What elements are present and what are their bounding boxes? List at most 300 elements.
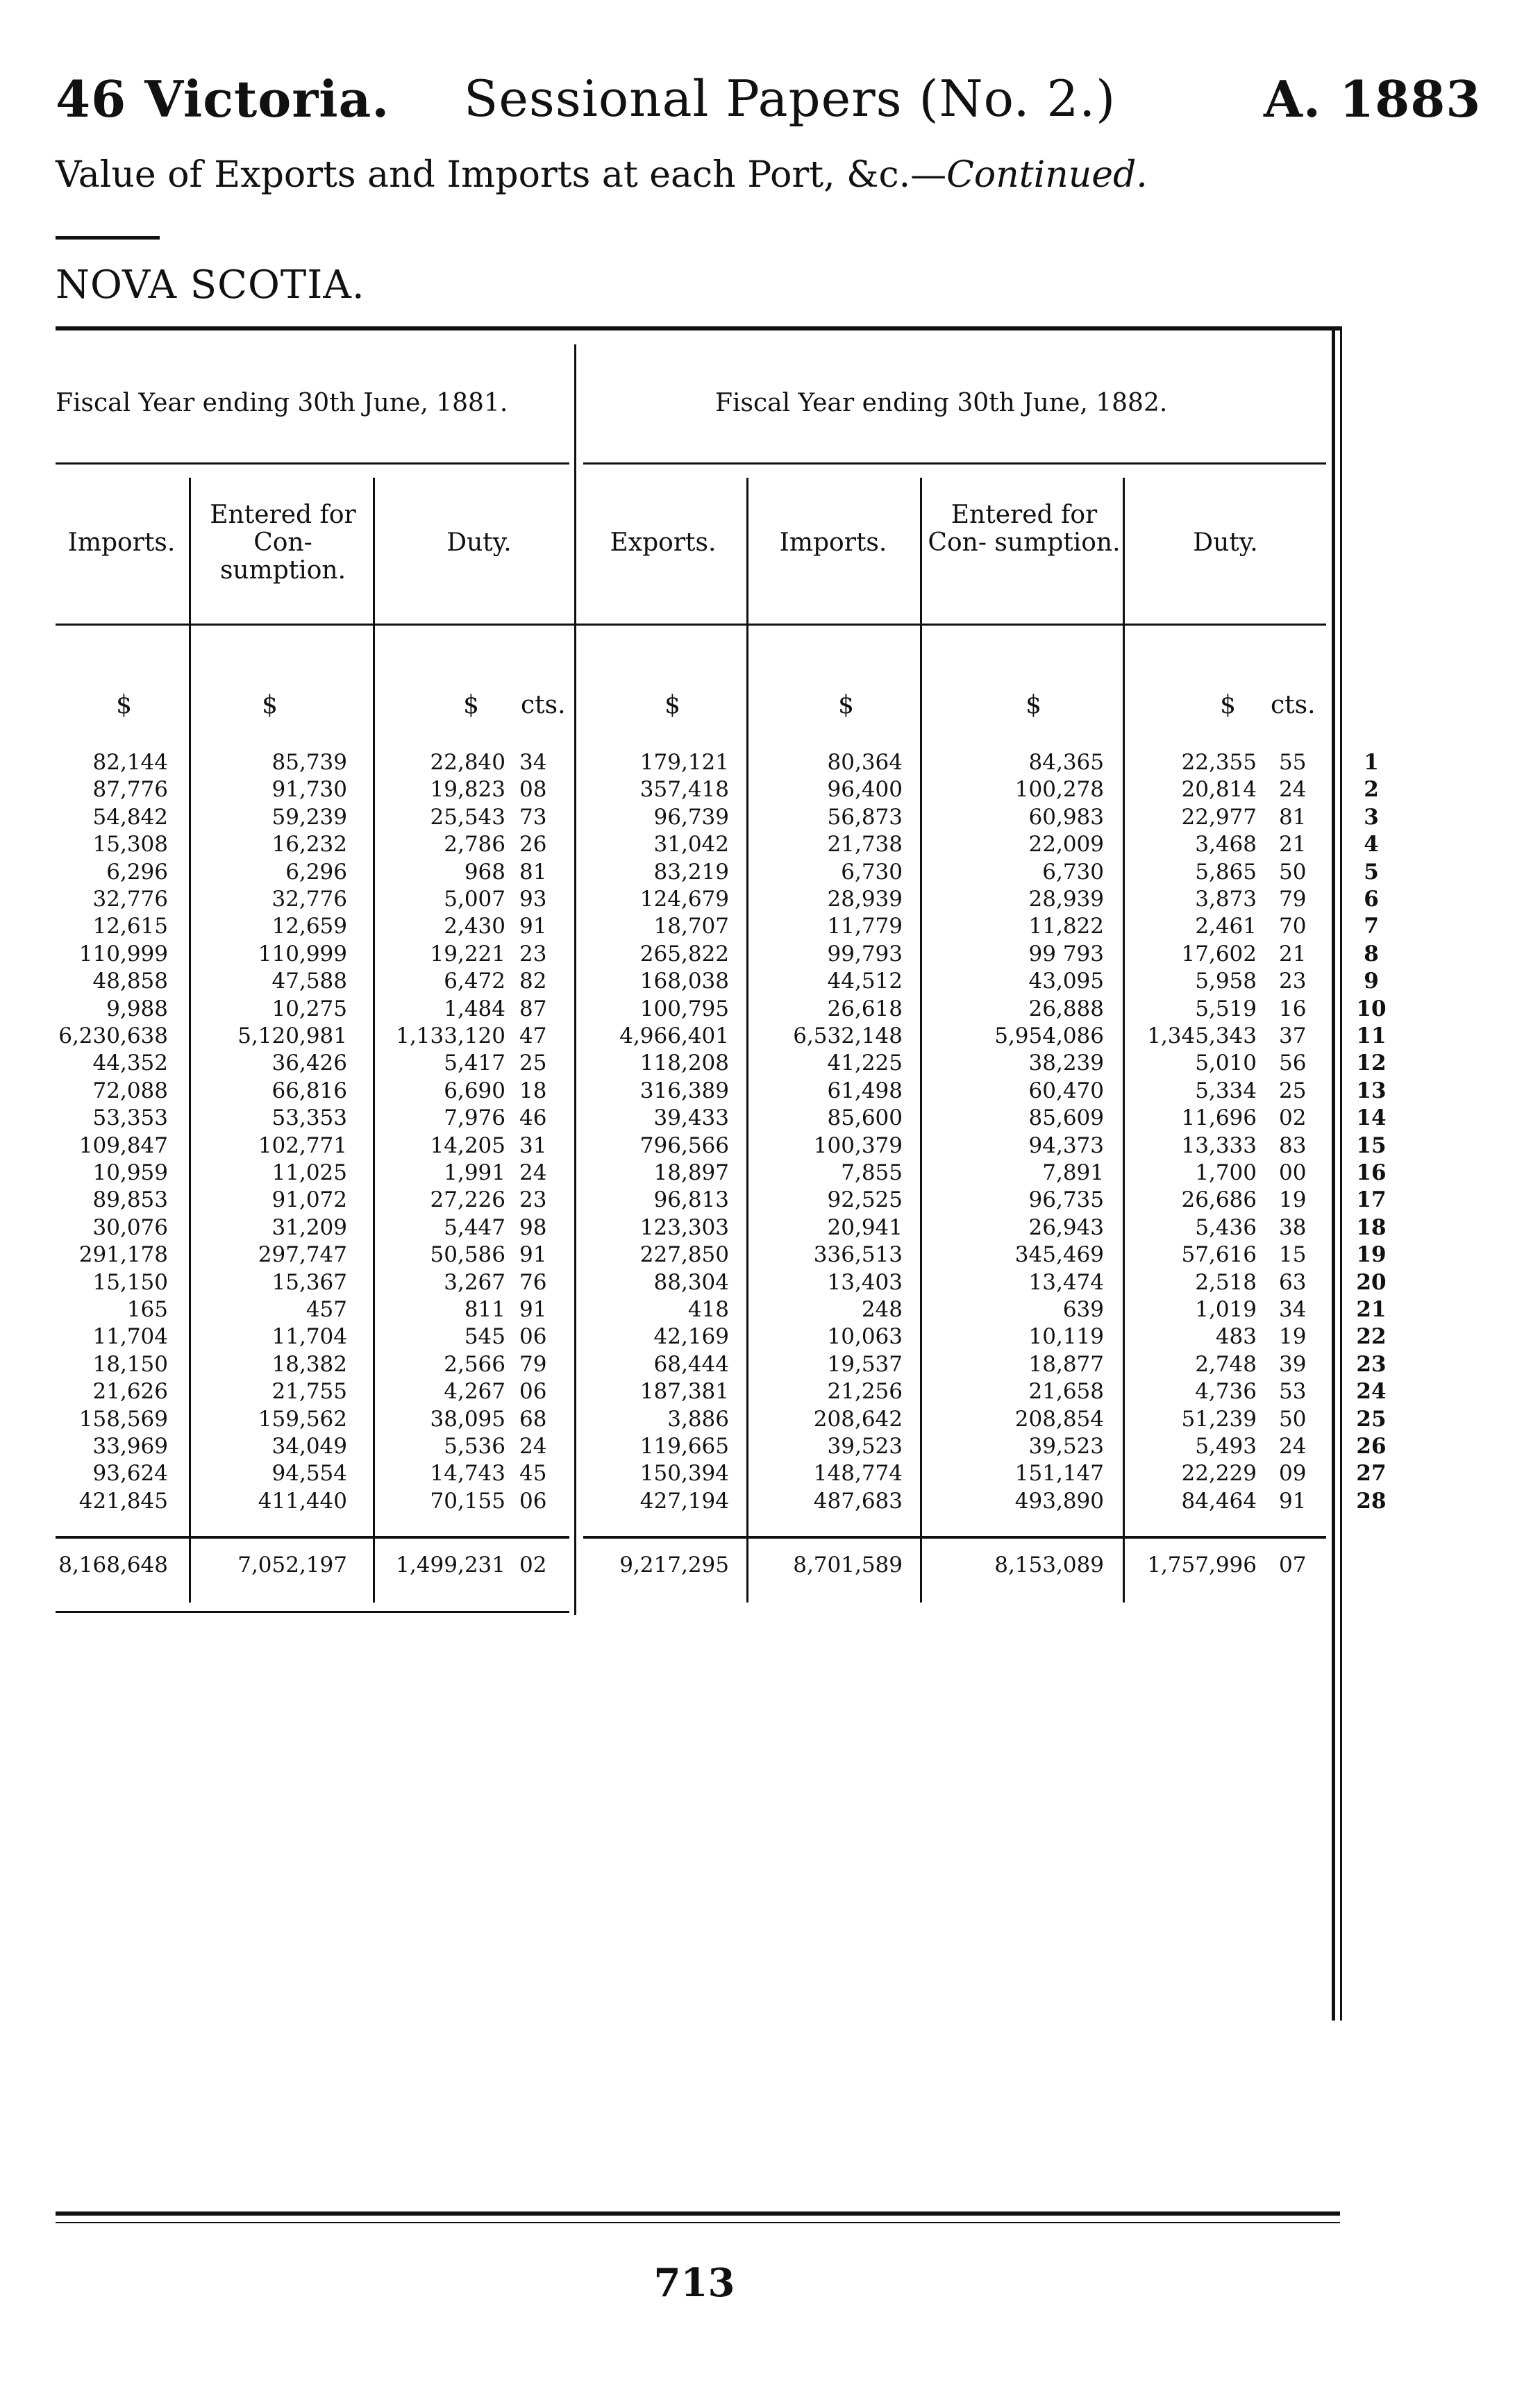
- cell-imports-1881: 110,999: [78, 941, 168, 967]
- cell-entered-1882: 26,888: [1028, 996, 1104, 1021]
- cell-entered-1882: 28,939: [1028, 887, 1104, 912]
- header-session: 46 Victoria.: [56, 69, 390, 128]
- cell-exports-1882: 83,219: [653, 859, 729, 885]
- cell-entered-1882: 38,239: [1028, 1051, 1104, 1076]
- cell-entered-1881: 11,025: [271, 1160, 347, 1185]
- cell-duty-1882: 22,229: [1181, 1461, 1257, 1487]
- cell-duty-1882: 1,700: [1195, 1160, 1257, 1185]
- cell-entered-1881: 6,296: [285, 859, 347, 885]
- unit-cents-duty-1882: cts.: [1271, 691, 1316, 719]
- cell-duty-1882: 1,345,343: [1147, 1023, 1257, 1048]
- cell-imports-1881: 89,853: [92, 1187, 168, 1213]
- cell-duty-1882: 51,239: [1181, 1406, 1257, 1432]
- unit-dollar-duty-1882: $: [1220, 691, 1236, 719]
- cell-entered-1881: 36,426: [271, 1051, 347, 1076]
- col-header-imports-1882: Imports.: [779, 528, 887, 557]
- cell-duty-cents-1881: 25: [519, 1051, 547, 1076]
- cell-duty-cents-1882: 23: [1279, 969, 1307, 994]
- cell-imports-1881: 421,845: [78, 1488, 168, 1514]
- cell-duty-cents-1882: 55: [1279, 750, 1307, 775]
- cell-exports-1882: 96,739: [653, 804, 729, 830]
- cell-duty-cents-1881: 91: [519, 1297, 547, 1322]
- cell-exports-1882: 119,665: [639, 1434, 729, 1459]
- cell-entered-1881: 18,382: [271, 1351, 347, 1377]
- cell-imports-1881: 165: [126, 1297, 168, 1322]
- cell-entered-1881: 457: [306, 1297, 347, 1322]
- cell-imports-1881: 93,624: [92, 1461, 168, 1487]
- cell-exports-1882: 316,389: [639, 1078, 729, 1103]
- cell-duty-cents-1881: 47: [519, 1023, 547, 1048]
- cell-duty-1882: 5,519: [1195, 996, 1257, 1021]
- cell-duty-cents-1881: 23: [519, 1187, 547, 1213]
- cell-entered-1881: 59,239: [271, 804, 347, 830]
- row-number: 2: [1364, 777, 1379, 803]
- cell-duty-cents-1882: 56: [1279, 1051, 1307, 1076]
- row-number: 18: [1356, 1214, 1387, 1240]
- cell-duty-cents-1882: 00: [1279, 1160, 1307, 1185]
- cell-entered-1882: 18,877: [1028, 1351, 1104, 1377]
- cell-duty-cents-1882: 21: [1279, 941, 1307, 967]
- row-number: 12: [1356, 1051, 1387, 1076]
- col-sep-5: [1123, 478, 1125, 1603]
- header-year: A. 1883: [1264, 69, 1482, 128]
- row-number: 13: [1356, 1078, 1387, 1103]
- cell-imports-1881: 12,615: [92, 914, 168, 939]
- cell-entered-1882: 7,891: [1042, 1160, 1104, 1185]
- cell-duty-cents-1881: 76: [519, 1269, 547, 1295]
- cell-exports-1882: 39,433: [653, 1105, 729, 1131]
- cell-entered-1881: 12,659: [271, 914, 347, 939]
- header-sessional-papers: Sessional Papers (No. 2.): [464, 69, 1116, 128]
- cell-duty-1881: 7,976: [444, 1105, 505, 1131]
- row-number: 24: [1356, 1379, 1387, 1405]
- cell-imports-1882: 99,793: [827, 941, 903, 967]
- cell-duty-1882: 5,865: [1195, 859, 1257, 885]
- cell-imports-1882: 28,939: [827, 887, 903, 912]
- cell-entered-1882: 639: [1062, 1297, 1104, 1322]
- cell-entered-1882: 6,730: [1042, 859, 1104, 885]
- cell-exports-1882: 68,444: [653, 1351, 729, 1377]
- cell-duty-cents-1882: 16: [1279, 996, 1307, 1021]
- cell-duty-cents-1882: 50: [1279, 859, 1307, 885]
- cell-exports-1882: 123,303: [639, 1214, 729, 1240]
- cell-duty-cents-1882: 63: [1279, 1269, 1307, 1295]
- cell-duty-cents-1882: 79: [1279, 887, 1307, 912]
- total-exports-1882: 9,217,295: [619, 1553, 729, 1578]
- cell-entered-1882: 151,147: [1014, 1461, 1104, 1487]
- cell-entered-1881: 159,562: [258, 1406, 347, 1432]
- cell-duty-1881: 19,823: [430, 777, 505, 803]
- total-duty-cents-1881: 02: [519, 1553, 547, 1578]
- cell-imports-1881: 44,352: [92, 1051, 168, 1076]
- unit-dollar-imports-1882: $: [838, 691, 854, 719]
- cell-duty-1882: 26,686: [1181, 1187, 1257, 1213]
- cell-duty-1882: 22,977: [1181, 804, 1257, 830]
- cell-duty-1882: 2,748: [1195, 1351, 1257, 1377]
- total-imports-1882: 8,701,589: [793, 1553, 903, 1578]
- cell-duty-cents-1882: 39: [1279, 1351, 1307, 1377]
- cell-imports-1881: 18,150: [92, 1351, 168, 1377]
- cell-duty-cents-1881: 73: [519, 804, 547, 830]
- totals-rule-1882: [583, 1536, 1326, 1539]
- cell-entered-1881: 110,999: [258, 941, 347, 967]
- cell-duty-1881: 70,155: [430, 1488, 505, 1514]
- cell-duty-cents-1882: 09: [1279, 1461, 1307, 1487]
- page-subtitle: [56, 154, 1148, 196]
- cell-imports-1881: 6,230,638: [58, 1023, 168, 1048]
- row-number: 3: [1364, 804, 1379, 830]
- cell-imports-1881: 10,959: [92, 1160, 168, 1185]
- subtitle-main: Value of Exports and Imports at each Port, &c.—: [56, 154, 947, 196]
- cell-duty-cents-1881: 87: [519, 996, 547, 1021]
- unit-cents-duty-1881: cts.: [521, 691, 566, 719]
- cell-duty-cents-1881: 31: [519, 1132, 547, 1158]
- cell-entered-1882: 60,983: [1028, 804, 1104, 830]
- cell-entered-1882: 60,470: [1028, 1078, 1104, 1103]
- unit-dollar-entered-1881: $: [262, 691, 278, 719]
- cell-exports-1882: 18,707: [653, 914, 729, 939]
- cell-exports-1882: 31,042: [653, 832, 729, 858]
- cell-imports-1882: 6,532,148: [793, 1023, 903, 1048]
- cell-duty-cents-1881: 46: [519, 1105, 547, 1131]
- cell-duty-cents-1881: 06: [519, 1379, 547, 1405]
- cell-imports-1882: 96,400: [827, 777, 903, 803]
- cell-duty-1881: 4,267: [444, 1379, 505, 1405]
- cell-entered-1881: 66,816: [271, 1078, 347, 1103]
- cell-duty-1882: 5,493: [1195, 1434, 1257, 1459]
- cell-exports-1882: 118,208: [639, 1051, 729, 1076]
- cell-imports-1881: 87,776: [92, 777, 168, 803]
- cell-exports-1882: 124,679: [639, 887, 729, 912]
- row-number: 15: [1356, 1132, 1387, 1158]
- units-rule: [56, 624, 1326, 626]
- cell-entered-1881: 11,704: [271, 1324, 347, 1350]
- cell-duty-cents-1881: 68: [519, 1406, 547, 1432]
- col-header-entered-1882: Entered for Con- sumption.: [928, 501, 1121, 557]
- col-header-duty-1881: Duty.: [446, 528, 512, 557]
- cell-exports-1882: 168,038: [639, 969, 729, 994]
- cell-duty-cents-1881: 91: [519, 914, 547, 939]
- cell-entered-1882: 10,119: [1028, 1324, 1104, 1350]
- cell-duty-1881: 50,586: [430, 1242, 505, 1268]
- cell-entered-1882: 43,095: [1028, 969, 1104, 994]
- cell-duty-cents-1882: 38: [1279, 1214, 1307, 1240]
- total-entered-1881: 7,052,197: [237, 1553, 347, 1578]
- cell-entered-1881: 411,440: [258, 1488, 347, 1514]
- cell-duty-1882: 3,873: [1195, 887, 1257, 912]
- cell-duty-cents-1882: 02: [1279, 1105, 1307, 1131]
- cell-duty-cents-1882: 37: [1279, 1023, 1307, 1048]
- total-duty-cents-1882: 07: [1279, 1553, 1307, 1578]
- cell-duty-1881: 968: [464, 859, 505, 885]
- row-number: 5: [1364, 859, 1379, 885]
- cell-entered-1881: 47,588: [271, 969, 347, 994]
- cell-exports-1882: 418: [687, 1297, 729, 1322]
- cell-imports-1882: 92,525: [827, 1187, 903, 1213]
- cell-duty-1882: 22,355: [1181, 750, 1257, 775]
- cell-imports-1881: 33,969: [92, 1434, 168, 1459]
- cell-duty-1882: 4,736: [1195, 1379, 1257, 1405]
- cell-duty-cents-1881: 06: [519, 1488, 547, 1514]
- cell-imports-1882: 13,403: [827, 1269, 903, 1295]
- cell-duty-1881: 19,221: [430, 941, 505, 967]
- row-number: 19: [1356, 1242, 1387, 1268]
- table-right-border-outer: [1340, 326, 1342, 2021]
- cell-duty-cents-1881: 79: [519, 1351, 547, 1377]
- cell-entered-1881: 31,209: [271, 1214, 347, 1240]
- cell-entered-1881: 85,739: [271, 750, 347, 775]
- cell-imports-1882: 80,364: [827, 750, 903, 775]
- cell-imports-1881: 72,088: [92, 1078, 168, 1103]
- row-number: 23: [1356, 1351, 1387, 1377]
- cell-imports-1882: 39,523: [827, 1434, 903, 1459]
- cell-entered-1882: 96,735: [1028, 1187, 1104, 1213]
- cell-duty-1881: 2,566: [444, 1351, 505, 1377]
- cell-imports-1882: 21,256: [827, 1379, 903, 1405]
- cell-duty-cents-1882: 81: [1279, 804, 1307, 830]
- cell-duty-cents-1881: 82: [519, 969, 547, 994]
- row-number: 11: [1356, 1023, 1387, 1048]
- row-number: 20: [1356, 1269, 1387, 1295]
- cell-entered-1882: 26,943: [1028, 1214, 1104, 1240]
- col-header-duty-1882: Duty.: [1193, 528, 1258, 557]
- cell-duty-cents-1881: 24: [519, 1434, 547, 1459]
- fiscal-year-1881: Fiscal Year ending 30th June, 1881.: [56, 389, 508, 417]
- cell-duty-cents-1881: 24: [519, 1160, 547, 1185]
- cell-imports-1882: 85,600: [827, 1105, 903, 1131]
- cell-duty-cents-1882: 83: [1279, 1132, 1307, 1158]
- cell-duty-cents-1882: 19: [1279, 1324, 1307, 1350]
- cell-duty-cents-1882: 21: [1279, 832, 1307, 858]
- col-header-entered-1881: Entered for Con- sumption.: [210, 501, 356, 585]
- cell-duty-cents-1882: 19: [1279, 1187, 1307, 1213]
- cell-imports-1882: 61,498: [827, 1078, 903, 1103]
- cell-entered-1881: 91,072: [271, 1187, 347, 1213]
- cell-imports-1882: 487,683: [813, 1488, 903, 1514]
- cell-imports-1881: 15,308: [92, 832, 168, 858]
- cell-imports-1881: 54,842: [92, 804, 168, 830]
- cell-imports-1882: 41,225: [827, 1051, 903, 1076]
- row-number: 17: [1356, 1187, 1387, 1213]
- total-imports-1881: 8,168,648: [58, 1553, 168, 1578]
- cell-exports-1882: 265,822: [639, 941, 729, 967]
- cell-duty-1881: 3,267: [444, 1269, 505, 1295]
- cell-duty-cents-1882: 24: [1279, 777, 1307, 803]
- page-bottom-rule-thin: [56, 2222, 1340, 2223]
- total-duty-1881: 1,499,231: [396, 1553, 505, 1578]
- row-number: 9: [1364, 969, 1379, 994]
- cell-entered-1882: 94,373: [1028, 1132, 1104, 1158]
- cell-imports-1881: 30,076: [92, 1214, 168, 1240]
- province-title: NOVA SCOTIA.: [56, 262, 365, 308]
- cell-duty-1882: 1,019: [1195, 1297, 1257, 1322]
- cell-duty-1882: 3,468: [1195, 832, 1257, 858]
- cell-duty-cents-1882: 91: [1279, 1488, 1307, 1514]
- cell-imports-1882: 20,941: [827, 1214, 903, 1240]
- cell-duty-1882: 84,464: [1181, 1488, 1257, 1514]
- cell-exports-1882: 150,394: [639, 1461, 729, 1487]
- cell-entered-1882: 13,474: [1028, 1269, 1104, 1295]
- cell-duty-cents-1881: 23: [519, 941, 547, 967]
- cell-imports-1881: 11,704: [92, 1324, 168, 1350]
- cell-duty-1881: 2,786: [444, 832, 505, 858]
- cell-duty-1881: 14,205: [430, 1132, 505, 1158]
- cell-duty-cents-1882: 34: [1279, 1297, 1307, 1322]
- cell-imports-1882: 7,855: [841, 1160, 903, 1185]
- cell-imports-1882: 11,779: [827, 914, 903, 939]
- cell-exports-1882: 187,381: [639, 1379, 729, 1405]
- fiscal-year-1882: Fiscal Year ending 30th June, 1882.: [715, 389, 1168, 417]
- cell-duty-1882: 11,696: [1181, 1105, 1257, 1131]
- cell-imports-1882: 148,774: [813, 1461, 903, 1487]
- cell-duty-1882: 5,436: [1195, 1214, 1257, 1240]
- cell-imports-1882: 336,513: [813, 1242, 903, 1268]
- cell-duty-1882: 17,602: [1181, 941, 1257, 967]
- subtitle-continued: Continued.: [946, 154, 1148, 196]
- cell-entered-1881: 10,275: [271, 996, 347, 1021]
- cell-duty-cents-1881: 06: [519, 1324, 547, 1350]
- cell-duty-1882: 13,333: [1181, 1132, 1257, 1158]
- unit-dollar-duty-1881: $: [463, 691, 479, 719]
- cell-duty-1881: 545: [464, 1324, 505, 1350]
- cell-duty-1882: 20,814: [1181, 777, 1257, 803]
- cell-duty-1881: 2,430: [444, 914, 505, 939]
- cell-duty-1881: 1,133,120: [396, 1023, 505, 1048]
- cell-duty-1881: 6,690: [444, 1078, 505, 1103]
- cell-entered-1881: 34,049: [271, 1434, 347, 1459]
- cell-imports-1881: 82,144: [92, 750, 168, 775]
- cell-entered-1882: 493,890: [1014, 1488, 1104, 1514]
- cell-duty-cents-1882: 70: [1279, 914, 1307, 939]
- row-number: 6: [1364, 887, 1379, 912]
- cell-duty-1881: 5,417: [444, 1051, 505, 1076]
- cell-duty-1881: 38,095: [430, 1406, 505, 1432]
- cell-imports-1881: 32,776: [92, 887, 168, 912]
- cell-entered-1882: 39,523: [1028, 1434, 1104, 1459]
- row-number: 25: [1356, 1406, 1387, 1432]
- cell-entered-1881: 5,120,981: [237, 1023, 347, 1048]
- cell-duty-1881: 14,743: [430, 1461, 505, 1487]
- cell-duty-1882: 5,334: [1195, 1078, 1257, 1103]
- cell-duty-1881: 22,840: [430, 750, 505, 775]
- cell-entered-1881: 94,554: [271, 1461, 347, 1487]
- cell-duty-cents-1881: 26: [519, 832, 547, 858]
- cell-entered-1882: 208,854: [1014, 1406, 1104, 1432]
- cell-duty-cents-1881: 91: [519, 1242, 547, 1268]
- cell-imports-1881: 53,353: [92, 1105, 168, 1131]
- cell-duty-1881: 1,991: [444, 1160, 505, 1185]
- cell-entered-1881: 15,367: [271, 1269, 347, 1295]
- cell-entered-1882: 21,658: [1028, 1379, 1104, 1405]
- cell-imports-1881: 21,626: [92, 1379, 168, 1405]
- cell-entered-1881: 32,776: [271, 887, 347, 912]
- cell-entered-1882: 85,609: [1028, 1105, 1104, 1131]
- col-sep-2: [373, 478, 375, 1603]
- total-entered-1882: 8,153,089: [994, 1553, 1104, 1578]
- cell-duty-cents-1882: 25: [1279, 1078, 1307, 1103]
- cell-imports-1882: 100,379: [813, 1132, 903, 1158]
- cell-entered-1882: 22,009: [1028, 832, 1104, 858]
- cell-entered-1881: 53,353: [271, 1105, 347, 1131]
- cell-exports-1882: 179,121: [639, 750, 729, 775]
- page-bottom-rule: [56, 2211, 1340, 2216]
- cell-imports-1881: 109,847: [78, 1132, 168, 1158]
- cell-duty-1881: 1,484: [444, 996, 505, 1021]
- cell-duty-1882: 57,616: [1181, 1242, 1257, 1268]
- cell-duty-1882: 5,958: [1195, 969, 1257, 994]
- row-number: 27: [1356, 1461, 1387, 1487]
- cell-imports-1881: 15,150: [92, 1269, 168, 1295]
- cell-duty-cents-1882: 50: [1279, 1406, 1307, 1432]
- row-number: 26: [1356, 1434, 1387, 1459]
- row-number: 7: [1364, 914, 1379, 939]
- unit-dollar-entered-1882: $: [1026, 691, 1041, 719]
- cell-duty-cents-1881: 93: [519, 887, 547, 912]
- cell-duty-1881: 27,226: [430, 1187, 505, 1213]
- cell-entered-1881: 297,747: [258, 1242, 347, 1268]
- row-number: 21: [1356, 1297, 1387, 1322]
- table-bottom-rule: [56, 1611, 569, 1613]
- cell-imports-1882: 44,512: [827, 969, 903, 994]
- cell-imports-1882: 56,873: [827, 804, 903, 830]
- row-number: 16: [1356, 1160, 1387, 1185]
- cell-duty-1881: 5,447: [444, 1214, 505, 1240]
- cell-imports-1882: 26,618: [827, 996, 903, 1021]
- cell-duty-1881: 5,536: [444, 1434, 505, 1459]
- cell-exports-1882: 4,966,401: [619, 1023, 729, 1048]
- cell-entered-1882: 11,822: [1028, 914, 1104, 939]
- unit-dollar-exports-1882: $: [664, 691, 680, 719]
- cell-duty-1881: 6,472: [444, 969, 505, 994]
- totals-rule-1881: [56, 1536, 569, 1539]
- col-header-imports-1881: Imports.: [67, 528, 176, 557]
- cell-duty-cents-1881: 08: [519, 777, 547, 803]
- cell-entered-1882: 99 793: [1028, 941, 1104, 967]
- cell-duty-cents-1881: 45: [519, 1461, 547, 1487]
- title-rule: [56, 236, 160, 240]
- cell-duty-1882: 483: [1215, 1324, 1257, 1350]
- cell-exports-1882: 357,418: [639, 777, 729, 803]
- cell-duty-cents-1882: 24: [1279, 1434, 1307, 1459]
- cell-duty-1881: 25,543: [430, 804, 505, 830]
- col-header-exports-1882: Exports.: [610, 528, 717, 557]
- cell-exports-1882: 88,304: [653, 1269, 729, 1295]
- cell-duty-cents-1881: 18: [519, 1078, 547, 1103]
- row-number: 1: [1364, 750, 1379, 775]
- cell-exports-1882: 100,795: [639, 996, 729, 1021]
- cell-imports-1881: 158,569: [78, 1406, 168, 1432]
- cell-duty-1882: 2,461: [1195, 914, 1257, 939]
- total-duty-1882: 1,757,996: [1147, 1553, 1257, 1578]
- cell-duty-cents-1881: 98: [519, 1214, 547, 1240]
- cell-duty-1882: 2,518: [1195, 1269, 1257, 1295]
- row-number: 4: [1364, 832, 1379, 858]
- cell-imports-1882: 19,537: [827, 1351, 903, 1377]
- cell-entered-1881: 16,232: [271, 832, 347, 858]
- cell-imports-1881: 291,178: [78, 1242, 168, 1268]
- col-sep-3: [746, 478, 748, 1603]
- unit-dollar-imports-1881: $: [116, 691, 132, 719]
- cell-exports-1882: 42,169: [653, 1324, 729, 1350]
- cell-duty-1882: 5,010: [1195, 1051, 1257, 1076]
- cell-duty-1881: 811: [464, 1297, 505, 1322]
- row-number: 14: [1356, 1105, 1387, 1131]
- cell-imports-1882: 6,730: [841, 859, 903, 885]
- cell-entered-1882: 5,954,086: [994, 1023, 1104, 1048]
- cell-exports-1882: 427,194: [639, 1488, 729, 1514]
- cell-imports-1881: 6,296: [106, 859, 168, 885]
- cell-entered-1881: 21,755: [271, 1379, 347, 1405]
